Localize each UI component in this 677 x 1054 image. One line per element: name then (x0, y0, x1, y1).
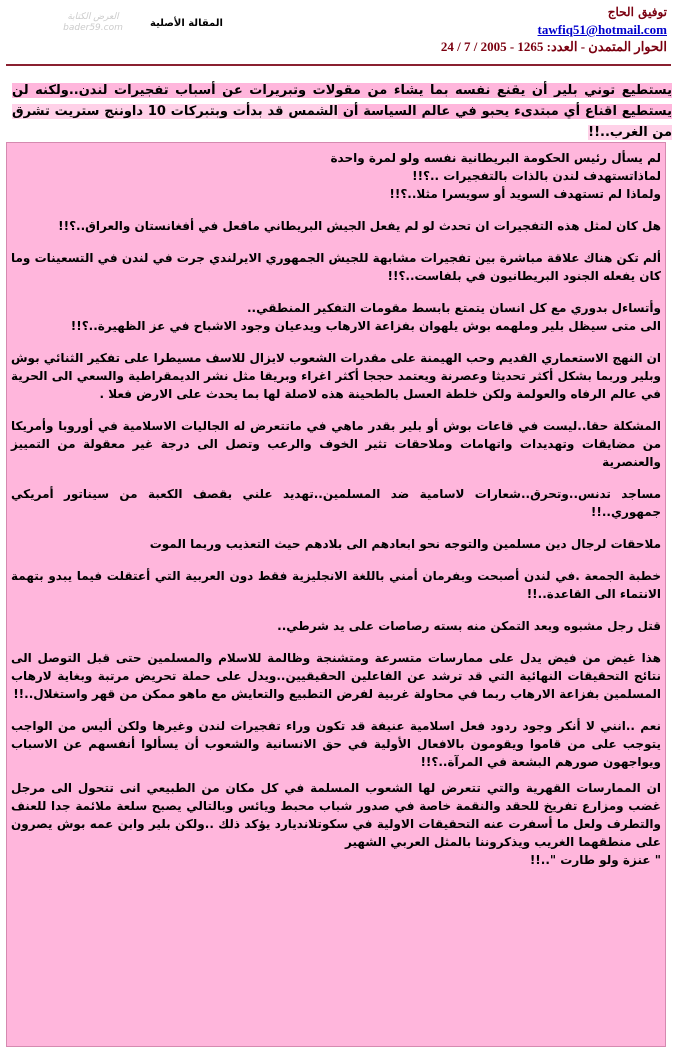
logo-text-bottom: bader59.com (63, 23, 123, 33)
author-email-link[interactable]: tawfiq51@hotmail.com (537, 22, 667, 37)
article-paragraph: ملاحقات لرجال دين مسلمين والتوجه نحو ابعادهم الى بلادهم حيث التعذيب وربما الموت (149, 537, 661, 551)
article-header (0, 0, 677, 70)
article-paragraph: ان الممارسات القهرية والتي تتعرض لها الشعوب المسلمة في كل مكان من الطبيعي انى تتحول الى مرجل غضب ومزارع تفريخ للحقد والنقمة خاصة في صدور شباب محبط ويائس وبالتالي يصبح سلعة ملائمة جدا للعنف والتطرف ولعل ما أسفرت عنه التحقيقات الاولية في سكوتلانديارد يؤكد ذلك ..ولكن بلير وابن عمه بوش يصرون على منطقهما الغريب ويذكروننا بالمثل العربي الشهير " عنزة ولو طارت "..!! (11, 781, 661, 867)
article-paragraph: نعم ..انني لا أنكر وجود ردود فعل اسلامية عنيفة قد تكون وراء تفجيرات لندن وغيرها ولكن أليس من الواجب يتوجب على من قاموا ويقومون بالافعال الأولية في حق الانسانية والشعوب أن يسألوا أنفسهم عن الاسباب ويواجهون صورهم البشعة في المرآة..؟!! (11, 719, 661, 769)
header-divider (6, 64, 671, 66)
article-body (6, 142, 666, 1047)
article-paragraph: ألم تكن هناك علاقة مباشرة بين تفجيرات مشابهة للجيش الجمهوري الايرلندي جرت في لندن في التسعينات وما كان يفعله الجنود البريطانيون في بلفاست..؟!! (11, 251, 661, 283)
article-paragraph: وأتساءل بدوري مع كل انسان يتمتع بابسط مقومات التفكير المنطقي.. الى متى سيظل بلير وملهمه بوش يلهوان بفزاعة الارهاب ويدعيان وجود الاشباح في عز الظهيرة..؟!! (70, 301, 661, 333)
article-paragraph: ان النهج الاستعماري القديم وحب الهيمنة على مقدرات الشعوب لايزال للاسف مسيطرا على تفكير الثنائي بوش وبلير وربما بشكل أكثر تحديثا وعصرنة ويعتمد حججا أكثر اغراء وبريقا مثل نشر الديمقراطية والسعي الى الحرية في عالم الرفاه والعولمة ولكن خلطة العسل بالطحينة هذه لاصلة لها بما يحدث على الارض فعلا . (11, 351, 661, 401)
issue-line[interactable]: الحوار المتمدن - العدد: 1265 - 2005 / 7 / 24 (440, 39, 667, 54)
article-paragraph: قتل رجل مشبوه وبعد التمكن منه بسته رصاصات على يد شرطي.. (277, 619, 661, 633)
article-paragraph: خطبة الجمعة .في لندن أصبحت وبفرمان أمني باللغة الانجليزية فقط دون العربية التي أعتقلت فيما يبدو بتهمة الانتماء الى القاعدة..!! (11, 569, 661, 601)
lead-paragraph (12, 80, 672, 143)
lead-text-a: يستطيع توني بلير أن يقنع نفسه بما يشاء من مقولات وتبريرات عن أسباب تفجيرات لندن..ولكنه لن يستطيع اقناع أي مبتدىء يحبو في عالم السياسة أن (12, 83, 672, 119)
site-logo (58, 12, 128, 36)
article-paragraph: لم يسأل رئيس الحكومة البريطانية نفسه ولو لمرة واحدة لماذاتستهدف لندن بالذات بالتفجيرات ..؟!! ولماذا لم تستهدف السويد أو سويسرا مثلا..؟!! (330, 151, 661, 201)
article-paragraph: المشكلة حقا..ليست في قاعات بوش أو بلير بقدر ماهي في ماتتعرض له الجاليات الاسلامية في أوروبا وأمريكا من مضايقات وتهديدات واتهامات وملاحقات تثير الخوف والرعب وتصل الى درجة غير معقولة من التمييز والعنصرية (11, 419, 661, 469)
logo-text-top: العرض الكتابة (67, 12, 119, 22)
article-paragraph: هل كان لمثل هذه التفجيرات ان تحدث لو لم يفعل الجيش البريطاني مافعل في أفغانستان والعراق..؟!! (58, 219, 661, 233)
author-block (441, 4, 667, 55)
author-name[interactable]: توفيق الحاج (607, 5, 667, 19)
lead-text-b: الشمس قد بدأت وبتبركات 10 داوننج ستريت تشرق من الغرب..!! (12, 104, 672, 140)
section-label: المقالة الأصلية (150, 18, 223, 29)
article-paragraph: هذا غيض من فيض يدل على ممارسات متسرعة ومتشنجة وظالمة للاسلام والمسلمين حتى قبل التوصل الى نتائج التحقيقات النهائية التي قد ترشد عن الفاعلين الحقيقيين..ويدل على حملة تحريض مرتبة وبغاية لارهاب المسلمين بفزاعة الارهاب ربما في محاولة غربية لفرض التطبيع والتعايش مع ماهو ممكن من قهر واستغلال..!! (11, 651, 661, 701)
article-paragraph: مساجد تدنس..وتحرق..شعارات لاسامية ضد المسلمين..تهديد علني بقصف الكعبة من سيناتور أمريكي جمهوري..!! (11, 487, 661, 519)
